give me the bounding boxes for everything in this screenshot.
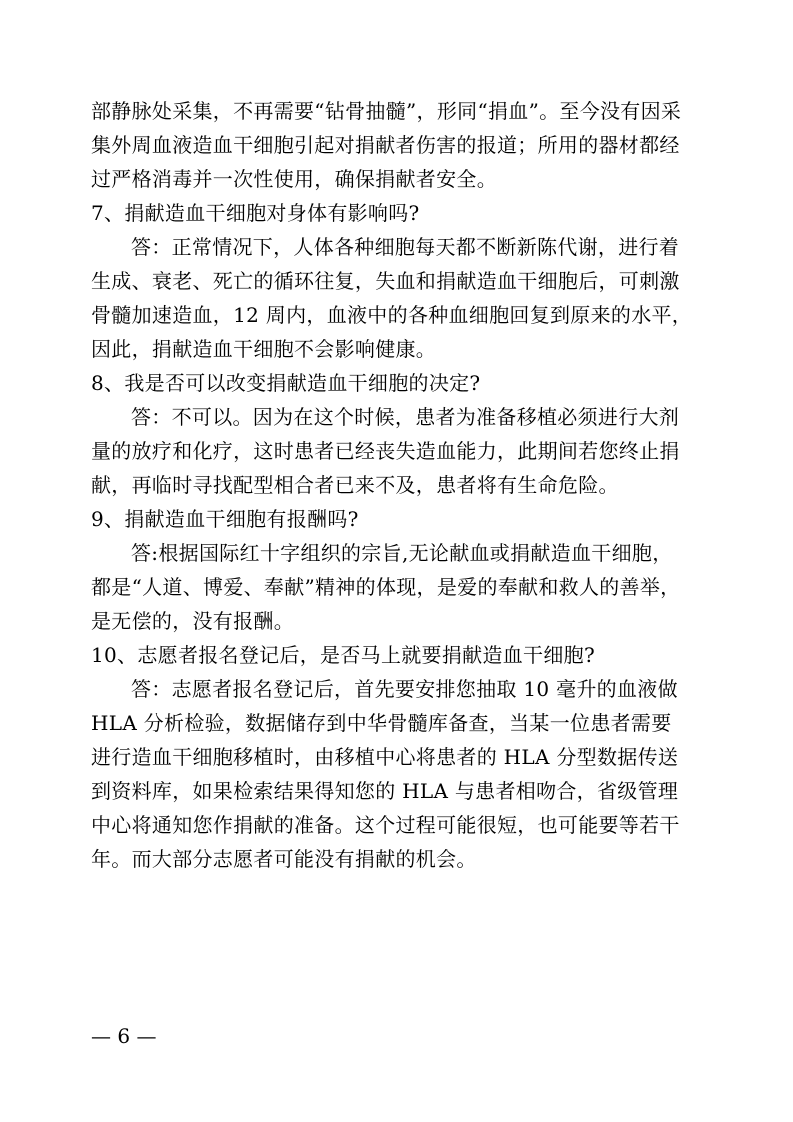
answer-line: HLA 分析检验，数据储存到中华骨髓库备查，当某一位患者需要 xyxy=(91,711,672,735)
answer-line: 量的放疗和化疗，这时患者已经丧失造血能力，此期间若您终止捐 xyxy=(91,439,680,463)
answer-line: 答：正常情况下，人体各种细胞每天都不断新陈代谢，进行着 xyxy=(131,235,680,259)
answer-line: 都是“人道、博爱、奉献”精神的体现，是爱的奉献和救人的善举， xyxy=(91,575,681,599)
question-heading: 8、我是否可以改变捐献造血干细胞的决定? xyxy=(91,371,481,395)
page-number: — 6 — xyxy=(91,1024,157,1048)
answer-line: 答:根据国际红十字组织的宗旨,无论献血或捐献造血干细胞， xyxy=(131,541,673,565)
document-body xyxy=(91,94,711,876)
paragraph-line: 集外周血液造血干细胞引起对捐献者伤害的报道；所用的器材都经 xyxy=(91,133,680,157)
answer-line: 生成、衰老、死亡的循环往复，失血和捐献造血干细胞后，可刺激 xyxy=(91,269,680,293)
answer-line: 骨髓加速造血，12 周内，血液中的各种血细胞回复到原来的水平， xyxy=(91,303,693,327)
paragraph-line: 部静脉处采集，不再需要“钻骨抽髓”，形同“捐血”。至今没有因采 xyxy=(91,99,682,123)
question-heading: 7、捐献造血干细胞对身体有影响吗? xyxy=(91,201,420,225)
question-heading: 10、志愿者报名登记后，是否马上就要捐献造血干细胞? xyxy=(91,643,595,667)
answer-line: 中心将通知您作捐献的准备。这个过程可能很短，也可能要等若干 xyxy=(91,813,680,837)
answer-line: 到资料库，如果检索结果得知您的 HLA 与患者相吻合，省级管理 xyxy=(91,779,679,803)
answer-line: 是无偿的，没有报酬。 xyxy=(91,609,294,633)
answer-line: 年。而大部分志愿者可能没有捐献的机会。 xyxy=(91,847,477,871)
answer-line: 献，再临时寻找配型相合者已来不及，患者将有生命危险。 xyxy=(91,473,619,497)
answer-line: 因此，捐献造血干细胞不会影响健康。 xyxy=(91,337,437,361)
answer-line: 进行造血干细胞移植时，由移植中心将患者的 HLA 分型数据传送 xyxy=(91,745,679,769)
answer-line: 答：志愿者报名登记后，首先要安排您抽取 10 毫升的血液做 xyxy=(131,677,678,701)
paragraph-line: 过严格消毒并一次性使用，确保捐献者安全。 xyxy=(91,167,497,191)
answer-line: 答：不可以。因为在这个时候，患者为准备移植必须进行大剂 xyxy=(131,405,680,429)
question-heading: 9、捐献造血干细胞有报酬吗? xyxy=(91,507,359,531)
